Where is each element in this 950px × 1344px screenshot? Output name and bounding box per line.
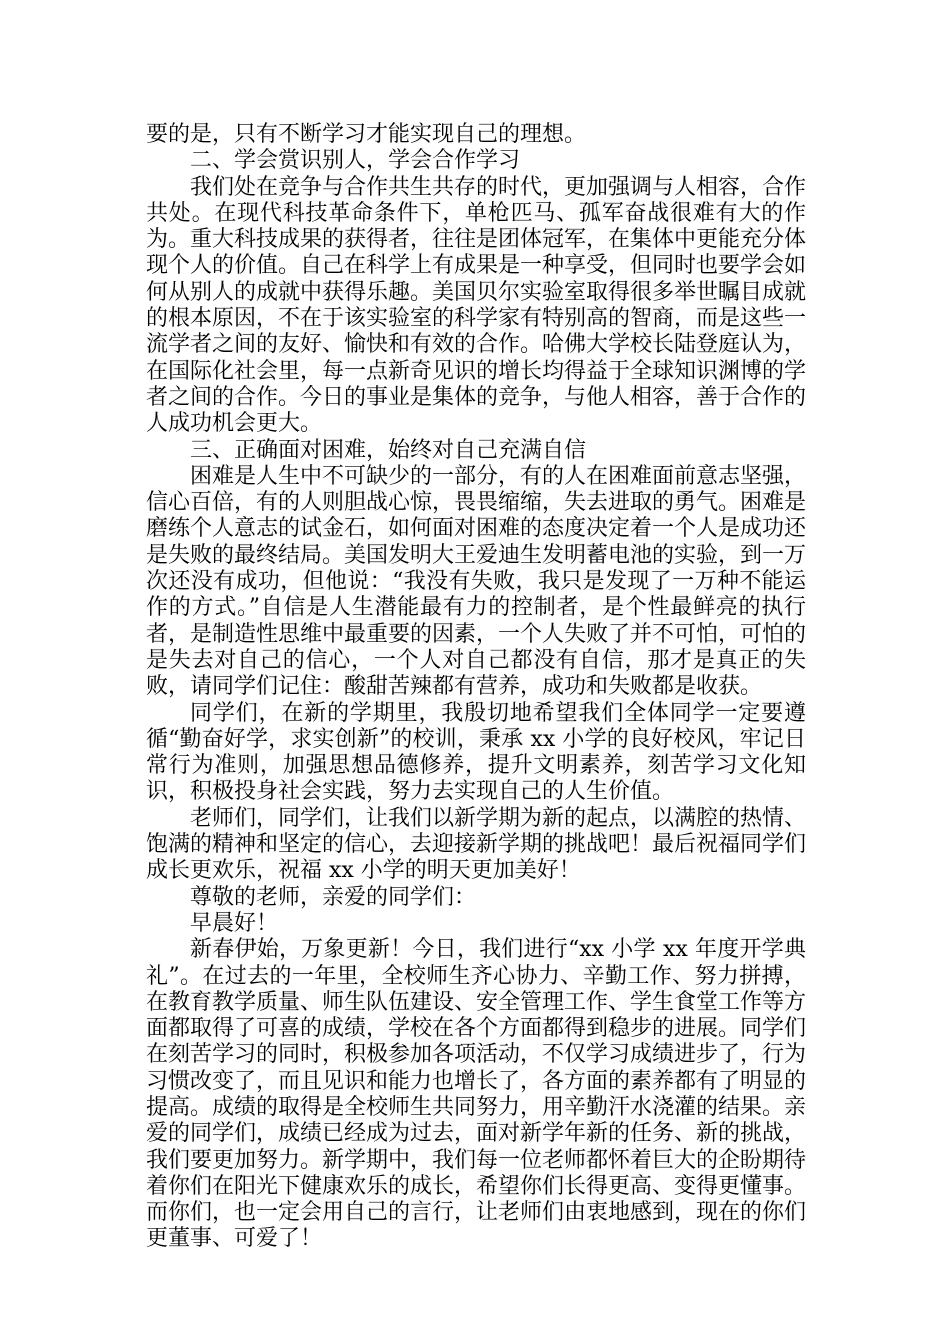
paragraph: 困难是人生中不可缺少的一部分，有的人在困难面前意志坚强，信心百倍，有的人则胆战心惊，畏畏缩缩，失去进取的勇气。困难是磨练个人意志的试金石，如何面对困难的态度决定着一个人是成功还是失败的最终结局。美国发明大王爱迪生发明蓄电池的实验，到一万次还没有成功，但他说：“我没有失败，我只是发现了一万种不能运作的方式。”自信是人生潜能最有力的控制者，是个性最鲜亮的执行者，是制造性思维中最重要的因素，一个人失败了并不可怕，可怕的是失去对自己的信心，一个人对自己都没有自信，那才是真正的失败，请同学们记住：酸甜苦辣都有营养，成功和失败都是收获。	[146, 463, 807, 700]
paragraph: 同学们，在新的学期里，我殷切地希望我们全体同学一定要遵循“勤奋好学，求实创新”的校训，秉承 xx 小学的良好校风，牢记日常行为准则，加强思想品德修养，提升文明素养，刻苦学习文化知识，积极投身社会实践，努力去实现自己的人生价值。	[146, 700, 806, 805]
paragraph: 老师们，同学们，让我们以新学期为新的起点，以满腔的热情、饱满的精神和坚定的信心，去迎接新学期的挑战吧！最后祝福同学们成长更欢乐，祝福 xx 小学的明天更加美好！	[146, 805, 807, 884]
paragraph: 要的是，只有不断学习才能实现自己的理想。	[146, 122, 587, 147]
paragraph: 我们处在竞争与合作共生共存的时代，更加强调与人相容，合作共处。在现代科技革命条件下，单枪匹马、孤军奋战很难有大的作为。重大科技成果的获得者，往往是团体冠军，在集体中更能充分体现个人的价值。自己在科学上有成果是一种享受，但同时也要学会如何从别人的成就中获得乐趣。美国贝尔实验室取得很多举世瞩目成就的根本原因，不在于该实验室的科学家有特别高的智商，而是这些一流学者之间的友好、愉快和有效的合作。哈佛大学校长陆登庭认为，在国际化社会里，每一点新奇见识的增长均得益于全球知识渊博的学者之间的合作。今日的事业是集体的竞争，与他人相容，善于合作的人成功机会更大。	[146, 174, 807, 437]
paragraph: 新春伊始，万象更新！今日，我们进行“xx 小学 xx 年度开学典礼”。在过去的一年里，全校师生齐心协力、辛勤工作、努力拼搏，在教育教学质量、师生队伍建设、安全管理工作、学生食堂工作等方面都取得了可喜的成绩，学校在各个方面都得到稳步的进展。同学们在刻苦学习的同时，积极参加各项活动，不仅学习成绩进步了，行为习惯改变了，而且见识和能力也增长了，各方面的素养都有了明显的提高。成绩的取得是全校师生共同努力，用辛勤汗水浇灌的结果。亲爱的同学们，成绩已经成为过去，面对新学年新的任务、新的挑战，我们要更加努力。新学期中，我们每一位老师都怀着巨大的企盼期待着你们在阳光下健康欢乐的成长，希望你们长得更高、变得更懂事。而你们，也一定会用自己的言行，让老师们由衷地感到，现在的你们更董事、可爱了！	[146, 937, 807, 1252]
section-heading: 二、学会赏识别人，学会合作学习	[190, 148, 521, 174]
salutation: 尊敬的老师，亲爱的同学们：	[190, 884, 477, 910]
document-body	[146, 122, 806, 1253]
section-heading: 三、正确面对困难，始终对自己充满自信	[190, 437, 587, 463]
greeting: 早晨好！	[190, 910, 279, 936]
